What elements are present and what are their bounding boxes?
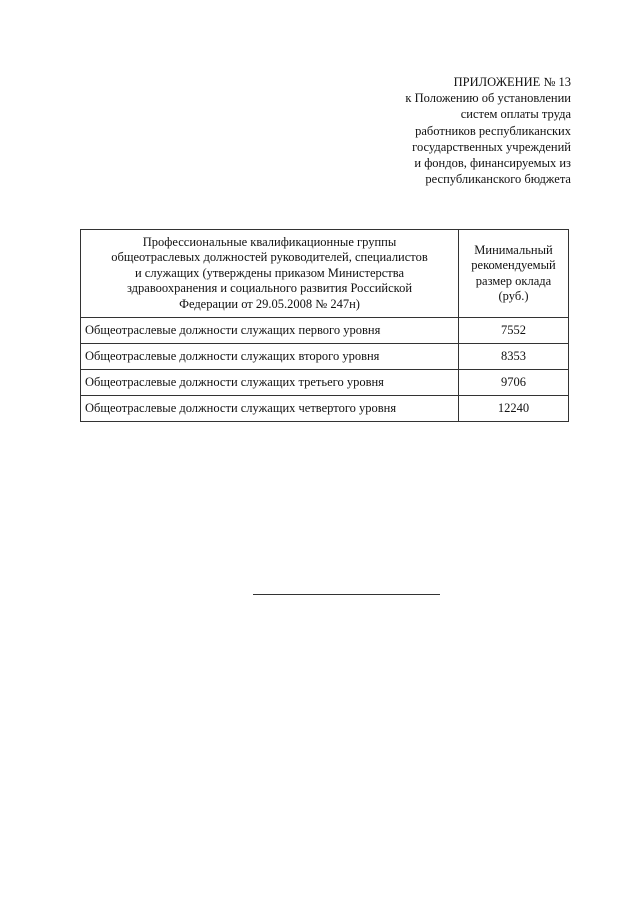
table-row — [81, 344, 569, 370]
document-end-rule — [253, 594, 440, 595]
salary-cell: 7552 — [459, 318, 569, 344]
group-cell: Общеотраслевые должности служащих четвертого уровня — [81, 396, 459, 422]
group-cell: Общеотраслевые должности служащих первого уровня — [81, 318, 459, 344]
group-cell: Общеотраслевые должности служащих второго уровня — [81, 344, 459, 370]
group-cell: Общеотраслевые должности служащих третьего уровня — [81, 370, 459, 396]
salary-header-line: размер оклада — [475, 273, 552, 288]
appendix-heading — [311, 74, 571, 187]
salary-table — [80, 229, 569, 422]
group-header-line: Федерации от 29.05.2008 № 247н) — [179, 296, 360, 311]
salary-header-line: рекомендуемый — [471, 258, 556, 272]
salary-cell: 12240 — [459, 396, 569, 422]
salary-header-line: (руб.) — [498, 289, 529, 303]
appendix-subtitle-line: работников республиканских — [415, 123, 571, 138]
appendix-subtitle-line: систем оплаты труда — [460, 107, 571, 122]
salary-cell: 8353 — [459, 344, 569, 370]
group-header-line: общеотраслевых должностей руководителей, специалистов — [111, 250, 428, 265]
table-row — [81, 318, 569, 344]
salary-cell: 9706 — [459, 370, 569, 396]
appendix-subtitle-line: и фондов, финансируемых из — [414, 156, 571, 171]
table-row — [81, 370, 569, 396]
group-header-line: и служащих (утверждены приказом Министерства — [134, 265, 405, 280]
group-column-header — [81, 230, 459, 318]
table-row — [81, 396, 569, 422]
appendix-subtitle-line: к Положению об установлении — [405, 91, 571, 106]
salary-column-header — [459, 230, 569, 318]
appendix-subtitle-line: государственных учреждений — [412, 139, 571, 154]
salary-header-line: Минимальный — [474, 242, 553, 257]
group-header-line: здравоохранения и социального развития Российской — [126, 281, 413, 296]
appendix-subtitle-line: республиканского бюджета — [425, 172, 571, 187]
group-header-line: Профессиональные квалификационные группы — [142, 234, 397, 249]
table-header-row — [81, 230, 569, 318]
appendix-title: ПРИЛОЖЕНИЕ № 13 — [453, 75, 571, 89]
